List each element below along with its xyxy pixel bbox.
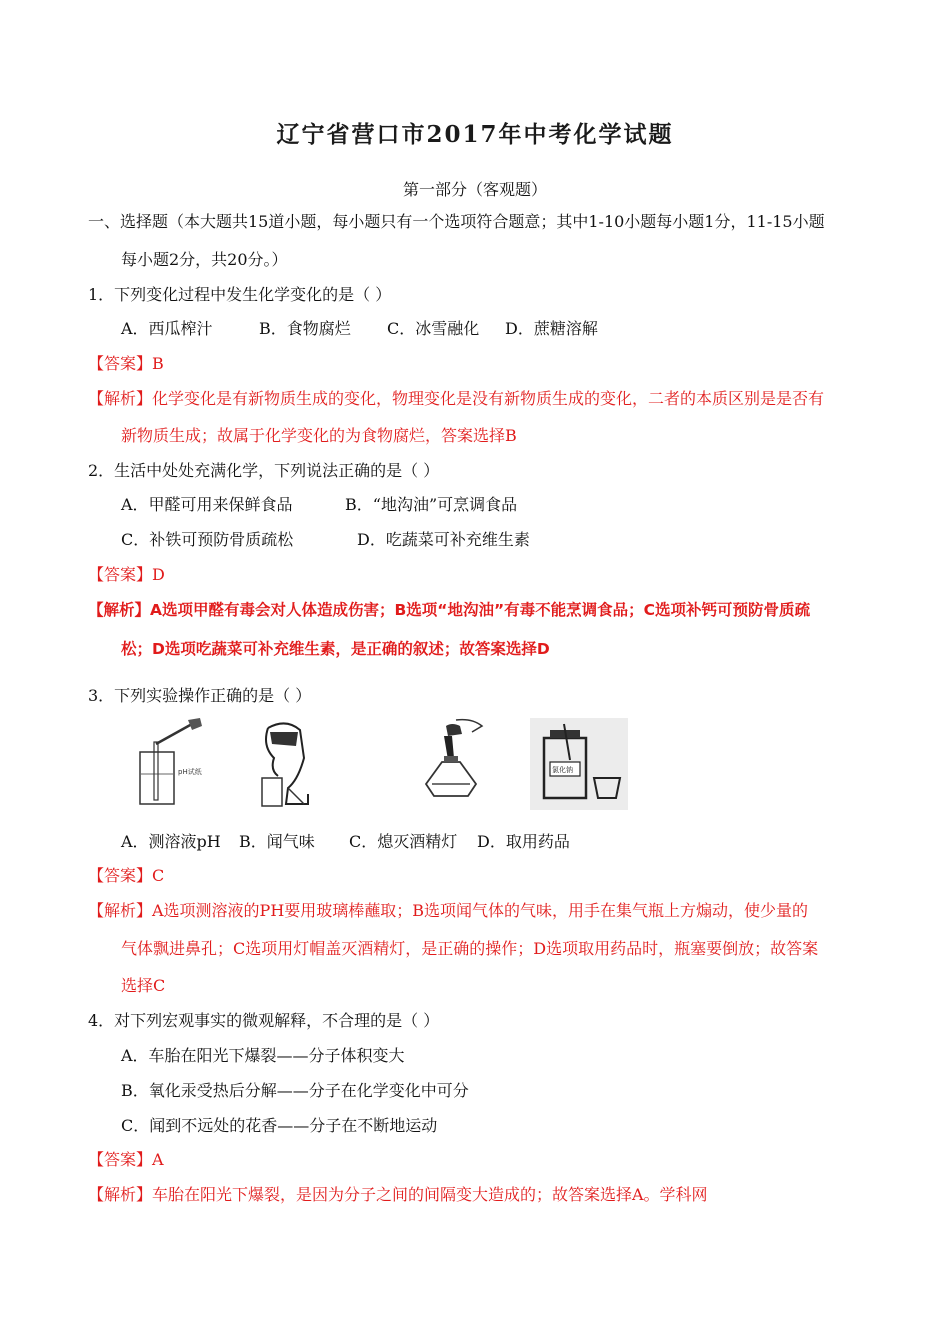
q3-option-b: B．闻气味 (239, 832, 315, 851)
question-3-answer: 【答案】C (88, 866, 165, 885)
q1-option-c: C．冰雪融化 (387, 319, 480, 338)
sodium-chloride-label: 氯化钠 (552, 766, 573, 774)
question-1-answer: 【答案】B (88, 354, 164, 373)
beaker-icon (140, 752, 174, 804)
q4-option-a: A．车胎在阳光下爆裂——分子体积变大 (121, 1046, 405, 1065)
section-instructions-line2: 每小题2分，共20分。） (121, 250, 288, 269)
q2-option-d: D．吃蔬菜可补充维生素 (357, 530, 530, 549)
take-reagent-figure (530, 718, 628, 810)
question-2-stem: 2．生活中处处充满化学，下列说法正确的是（ ） (88, 461, 440, 480)
q2-option-b: B．“地沟油”可烹调食品 (345, 495, 518, 514)
question-3-figures (128, 718, 628, 810)
q2-option-a: A．甲醛可用来保鲜食品 (121, 495, 293, 514)
q3-option-d: D．取用药品 (477, 832, 570, 851)
question-2-analysis-line2: 松；D选项吃蔬菜可补充维生素，是正确的叙述；故答案选择D (121, 640, 550, 658)
q1-option-d: D．蔗糖溶解 (505, 319, 598, 338)
gas-bottle-icon (262, 778, 282, 806)
lamp-icon (426, 762, 476, 796)
smell-figure (248, 718, 318, 810)
alcohol-lamp-figure (416, 718, 496, 810)
q4-option-c: C．闻到不远处的花香——分子在不断地运动 (121, 1116, 438, 1135)
q3-option-a: A．测溶液pH (121, 832, 221, 851)
q3-option-c: C．熄灭酒精灯 (349, 832, 458, 851)
question-1-options (121, 318, 598, 340)
question-2-options-row2 (121, 529, 530, 551)
q4-option-b: B．氧化汞受热后分解——分子在化学变化中可分 (121, 1081, 469, 1100)
page-title: 辽宁省营口市2017年中考化学试题 (276, 121, 674, 148)
question-1-analysis-line1: 【解析】化学变化是有新物质生成的变化，物理变化是没有新物质生成的变化，二者的本质区别是是否有 (88, 389, 825, 408)
part-heading: 第一部分（客观题） (402, 180, 547, 199)
ph-paper-label: pH试纸 (178, 768, 202, 776)
section-instructions-line1: 一、选择题（本大题共15道小题，每小题只有一个选项符合题意；其中1-10小题每小题1分，11-15小题 (88, 212, 825, 231)
question-3-analysis-line2: 气体飘进鼻孔；C选项用灯帽盖灭酒精灯，是正确的操作；D选项取用药品时，瓶塞要倒放；故答案 (121, 939, 819, 958)
q2-option-c: C．补铁可预防骨质疏松 (121, 530, 294, 549)
question-3-options (121, 831, 570, 853)
q1-option-a: A．西瓜榨汁 (121, 319, 213, 338)
question-3-analysis-line3: 选择C (121, 976, 166, 995)
question-3-analysis-line1: 【解析】A选项测溶液的PH要用玻璃棒蘸取；B选项闻气体的气味，用手在集气瓶上方煽动，使少量的 (88, 901, 809, 920)
question-3-stem: 3．下列实验操作正确的是（ ） (88, 686, 312, 705)
question-2-answer: 【答案】D (88, 565, 165, 584)
ph-test-figure (128, 718, 208, 810)
question-2-options-row1 (121, 494, 517, 516)
question-1-analysis-line2: 新物质生成；故属于化学变化的为食物腐烂，答案选择B (121, 426, 517, 445)
question-4-answer: 【答案】A (88, 1150, 164, 1169)
question-1-stem: 1．下列变化过程中发生化学变化的是（ ） (88, 285, 392, 304)
question-4-analysis-line1: 【解析】车胎在阳光下爆裂，是因为分子之间的间隔变大造成的；故答案选择A。学科网 (88, 1185, 708, 1204)
q1-option-b: B．食物腐烂 (259, 319, 351, 338)
question-4-stem: 4．对下列宏观事实的微观解释，不合理的是（ ） (88, 1011, 440, 1030)
question-2-analysis-line1: 【解析】A选项甲醛有毒会对人体造成伤害；B选项“地沟油”有毒不能烹调食品；C选项补钙可预防骨质疏 (88, 601, 811, 619)
